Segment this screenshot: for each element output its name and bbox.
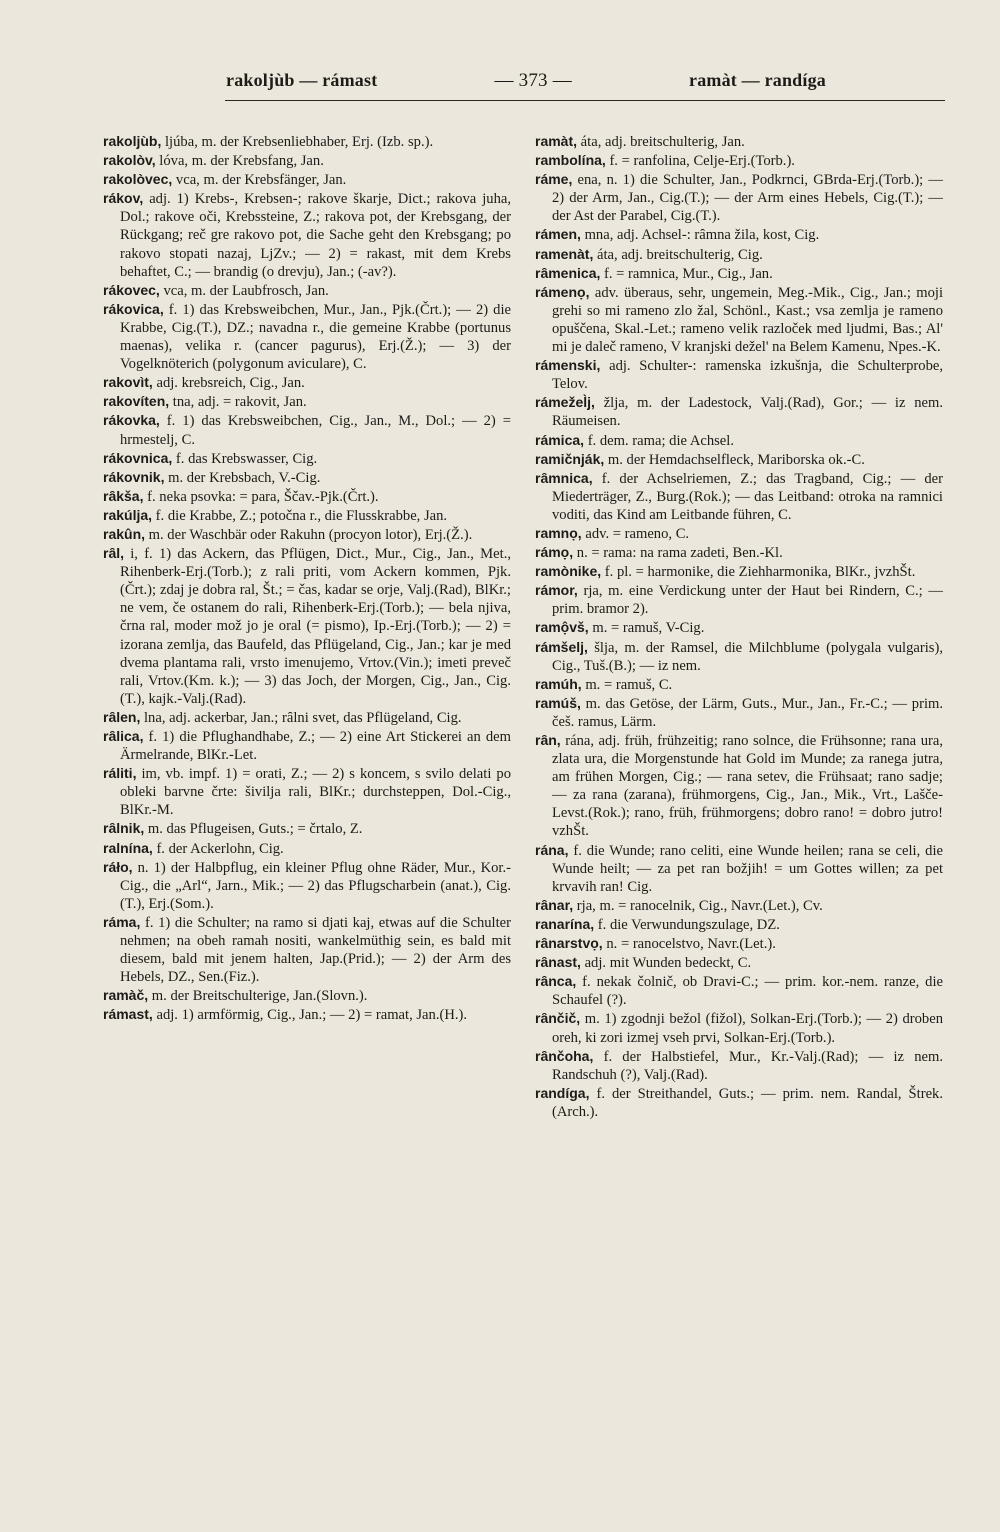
entry-headword: ramàt, <box>535 133 578 149</box>
dictionary-entry <box>535 469 943 524</box>
entry-headword: rȃnarstvọ, <box>535 935 603 952</box>
header-left-catchword: rakoljùb — rámast <box>226 70 378 90</box>
entry-headword: ramúš, <box>535 694 581 711</box>
entry-headword: rákovec, <box>103 281 160 298</box>
dictionary-entry <box>535 393 943 430</box>
entry-headword: rȃnca, <box>535 973 577 990</box>
entry-headword: rakolòvec, <box>103 171 173 188</box>
dictionary-entry <box>535 953 943 972</box>
dictionary-entry <box>103 281 511 300</box>
dictionary-entry <box>103 411 511 448</box>
dictionary-entry <box>103 373 511 392</box>
entry-headword: rákovica, <box>103 300 164 317</box>
entry-definition: f. die Verwundungszulage, DZ. <box>594 916 780 933</box>
entry-headword: rȃlica, <box>103 728 144 744</box>
entry-headword: rámenski, <box>535 357 601 374</box>
entry-headword: ráliti, <box>103 765 137 782</box>
entry-headword: rámica, <box>535 431 585 448</box>
dictionary-entry <box>535 915 943 934</box>
entry-definition: m. der Waschbär oder Rakuhn (procyon lotor), Erj.(Ž.). <box>145 526 473 543</box>
dictionary-entry <box>103 819 511 838</box>
entry-definition: n. = ranocelstvo, Navr.(Let.). <box>602 936 776 953</box>
entry-definition: mna, adj. Achsel-: rȃmna žila, kost, Cig. <box>580 227 820 244</box>
dictionary-entry <box>535 731 943 841</box>
dictionary-entry <box>535 170 943 225</box>
entry-headword: ranarína, <box>535 915 595 932</box>
page-number: — 373 — <box>494 70 572 91</box>
entry-headword: rȃmenica, <box>535 264 601 281</box>
entry-definition: f. die Wunde; rano celiti, eine Wunde heilen; rana se celi, die Wunde heilt; — za pet ran božjih! = um Gottes willen; za pet krvavih ran! Cig. <box>552 842 943 895</box>
entry-definition: m. = ramuš, V-Cig. <box>588 620 705 637</box>
dictionary-entry <box>103 449 511 468</box>
entry-headword: rȃnčoha, <box>535 1047 594 1064</box>
right-column <box>535 132 943 1121</box>
entry-definition: f. dem. rama; die Achsel. <box>584 432 734 449</box>
dictionary-entry <box>103 487 511 506</box>
entry-definition: adj. Schulter-: ramenska izkušnja, die Schulterprobe, Telov. <box>552 358 943 393</box>
dictionary-entry <box>535 431 943 450</box>
entry-headword: ramičnják, <box>535 450 605 467</box>
page-header <box>226 70 826 100</box>
entry-headword: rákovnica, <box>103 449 173 466</box>
dictionary-entry <box>103 727 511 764</box>
dictionary-entry <box>103 170 511 189</box>
entry-definition: rja, m. = ranocelnik, Cig., Navr.(Let.), Cv. <box>573 897 823 914</box>
entry-headword: ralnína, <box>103 839 153 856</box>
entry-headword: ramenàt, <box>535 245 594 262</box>
entry-definition: rána, adj. früh, frühzeitig; rano solnce, die Frühsonne; rana ura, zlata ura, die Morgenstunde hat Gold im Munde; za ranega jutra, am frühen Morgen, Cig.; — rana setev, die Frühsaat; rano sadje; — za rana (zarana), frühmorgens, Cig., Jan., Mik., Vrt., Lašče-Levst.(Rok.); rano, früh, frühmorgens; dobro rano! = dobro jutro! vzhŠt. <box>552 733 943 840</box>
header-rule <box>225 100 945 101</box>
entry-headword: rȃlnik, <box>103 820 145 837</box>
header-right-catchword: ramàt — randíga <box>689 70 826 90</box>
entry-definition: adj. 1) Krebs-, Krebsen-; rakove škarje, Dict.; rakova juha, Dol.; rakove oči, Krebssteine, Z.; rakova pot, der Krebsgang, der Rückgang; reč gre rakovo pot, die Sache geht den Krebsgang; po rakovo stopati nazaj, LjZv.; — 2) = rakast, mit dem Krebs behaftet, C.; — brandig (o drevju), Jan.; (-av?). <box>120 191 511 280</box>
dictionary-entry <box>535 581 943 618</box>
entry-headword: ramộvš, <box>535 619 589 636</box>
entry-headword: ráme, <box>535 171 573 188</box>
dictionary-entry <box>103 839 511 858</box>
entry-definition: lna, adj. ackerbar, Jan.; rȃlni svet, das Pflügeland, Cig. <box>140 709 462 726</box>
dictionary-entry <box>535 1047 943 1084</box>
entry-definition: vca, m. der Krebsfänger, Jan. <box>172 172 347 189</box>
entry-definition: áta, adj. breitschulterig, Cig. <box>593 246 763 263</box>
entry-definition: lóva, m. der Krebsfang, Jan. <box>155 153 324 170</box>
entry-definition: f. 1) die Pflughandhabe, Z.; — 2) eine Art Stickerei an dem Ärmelrande, BlKr.-Let. <box>120 729 511 764</box>
entry-definition: m. das Getöse, der Lärm, Guts., Mur., Jan., Fr.-C.; — prim. češ. ramus, Lärm. <box>552 695 943 730</box>
dictionary-entry <box>103 525 511 544</box>
entry-headword: ramàč, <box>103 987 149 1004</box>
entry-headword: rakûn, <box>103 525 146 542</box>
entry-definition: m. 1) zgodnji bežol (fižol), Solkan-Erj.(Torb.); — 2) droben oreh, ki zori izmej vseh prvi, Solkan-Erj.(Torb.). <box>552 1011 943 1046</box>
entry-headword: rȃl, <box>103 545 125 562</box>
entry-definition: f. der Ackerlohn, Cig. <box>152 840 284 857</box>
entry-definition: im, vb. impf. 1) = orati, Z.; — 2) s koncem, s svilo delati po obleki barvne črte: šivilja rali, BlKr.; durchsteppen, Dol.-Cig., BlKr.-M. <box>120 766 511 819</box>
entry-headword: ráma, <box>103 913 141 930</box>
dictionary-entry <box>103 858 511 913</box>
dictionary-entry <box>103 544 511 708</box>
dictionary-entry <box>103 708 511 727</box>
dictionary-entry <box>535 841 943 896</box>
dictionary-entry <box>103 913 511 986</box>
entry-headword: rȃnast, <box>535 954 581 971</box>
dictionary-entry <box>103 189 511 280</box>
entry-headword: rámast, <box>103 1006 153 1023</box>
dictionary-entry <box>535 264 943 283</box>
entry-definition: adj. mit Wunden bedeckt, C. <box>580 955 752 972</box>
entry-headword: ramúh, <box>535 675 582 692</box>
entry-headword: rakúlja, <box>103 506 153 523</box>
dictionary-entry <box>535 132 943 151</box>
entry-definition: f. = ramnica, Mur., Cig., Jan. <box>600 265 773 282</box>
entry-headword: rákovka, <box>103 412 160 429</box>
dictionary-entry <box>103 392 511 411</box>
entry-headword: rakoljùb, <box>103 133 162 149</box>
entry-definition: f. 1) das Krebsweibchen, Mur., Jan., Pjk.(Črt.); — 2) die Krabbe, Cig.(T.), DZ.; navadna r., die gemeine Krabbe (portunus maenas), velika r. (cancer pagurus), Erj.(Ž.); — 3) der Vogelknöterich (polygonum aviculare), C. <box>120 301 511 373</box>
dictionary-entry <box>535 450 943 469</box>
entry-headword: ramònike, <box>535 563 602 580</box>
entry-definition: f. der Halbstiefel, Mur., Kr.-Valj.(Rad); — iz nem. Randschuh (?), Valj.(Rad). <box>552 1048 943 1083</box>
entry-headword: rákov, <box>103 190 144 207</box>
entry-definition: ena, n. 1) die Schulter, Jan., Podkrnci, GBrda-Erj.(Torb.); — 2) der Arm, Jan., Cig.(T.); — der Arm eines Hebels, Cig.(T.); — der Ast der Parabel, Cig.(T.). <box>552 172 943 225</box>
dictionary-entry <box>535 694 943 731</box>
entry-definition: vca, m. der Laubfrosch, Jan. <box>159 282 329 299</box>
entry-headword: rakovìt, <box>103 374 153 391</box>
entry-headword: ráło, <box>103 858 133 875</box>
dictionary-entry <box>535 618 943 637</box>
entry-headword: rámen, <box>535 226 581 243</box>
entry-headword: rȃnčič, <box>535 1010 581 1027</box>
entry-definition: f. der Achselriemen, Z.; das Tragband, Cig.; — der Miederträger, Z., Burg.(Rok.); — das Leitband: otroka na ramnici voditi, das Kind am Leitbande führen, C. <box>552 470 943 523</box>
entry-definition: f. 1) das Krebsweibchen, Cig., Jan., M., Dol.; — 2) = hrmestelj, C. <box>120 413 511 448</box>
entry-headword: rámšelj, <box>535 638 588 655</box>
entry-definition: f. der Streithandel, Guts.; — prim. nem. Randal, Štrek.(Arch.). <box>552 1085 943 1120</box>
dictionary-entry <box>103 986 511 1005</box>
entry-headword: rȃkša, <box>103 487 144 504</box>
dictionary-entry <box>103 468 511 487</box>
dictionary-entry <box>535 225 943 244</box>
entry-definition: m. der Krebsbach, V.-Cig. <box>164 469 321 486</box>
entry-headword: rȃlen, <box>103 708 141 725</box>
entry-definition: ljúba, m. der Krebsenliebhaber, Erj. (Izb. sp.). <box>161 134 434 150</box>
entry-definition: f. = ranfolina, Celje-Erj.(Torb.). <box>605 153 795 170</box>
entry-definition: adj. 1) armförmig, Cig., Jan.; — 2) = ramat, Jan.(H.). <box>152 1007 468 1024</box>
dictionary-entry <box>535 245 943 264</box>
dictionary-entry <box>535 283 943 356</box>
entry-definition: f. pl. = harmonike, die Ziehharmonika, BlKr., jvzhŠt. <box>601 564 916 581</box>
dictionary-entry <box>535 1009 943 1046</box>
entry-definition: i, f. 1) das Ackern, das Pflügen, Dict., Mur., Cig., Jan., Met., Rihenberk-Erj.(Torb.); z rali priti, vom Ackern kommen, Pjk.(Črt.); zdaj je dobra ral, Št.; = čas, kadar se orje, Valj.(Rad), BlKr.; ne vem, če ostanem do rali, Rihenberk-Erj.(Torb.); — bela njiva, črna ral, moder mož jo je oral (= pismo), Ip.-Erj.(Torb.); — 2) = izorana zemlja, das Baufeld, das Pflügeland, Cig., Jan.; kar je med dvema plantama rali, vrsto imenujemo, Vrtov.(Vin.); imeti preveč rali, Vrtov.(Km. k.); — 3) das Joch, der Morgen, Cig., Jan., Cig.(T.), kajk.-Valj.(Rad). <box>120 546 511 707</box>
entry-headword: rambolína, <box>535 152 606 169</box>
entry-definition: šlja, m. der Ramsel, die Milchblume (polygala vulgaris), Cig., Tuš.(B.); — iz nem. <box>552 639 943 674</box>
dictionary-entry <box>103 506 511 525</box>
entry-headword: rȃn, <box>535 732 561 748</box>
entry-headword: rámežel̀j, <box>535 394 595 411</box>
dictionary-entry <box>535 356 943 393</box>
entry-headword: rámor, <box>535 582 578 599</box>
entry-definition: adv. = rameno, C. <box>581 525 690 542</box>
entry-headword: rȃmnica, <box>535 469 593 486</box>
entry-definition: áta, adj. breitschulterig, Jan. <box>577 134 745 150</box>
entry-headword: rána, <box>535 841 569 858</box>
entry-definition: n. = rama: na rama zadeti, Ben.-Kl. <box>573 545 783 562</box>
entry-headword: randíga, <box>535 1084 590 1101</box>
dictionary-entry <box>535 934 943 953</box>
dictionary-entry <box>535 543 943 562</box>
entry-headword: rȃnar, <box>535 896 574 913</box>
entry-definition: rja, m. eine Verdickung unter der Haut bei Rindern, C.; — prim. bramor 2). <box>552 583 943 618</box>
entry-definition: žlja, m. der Ladestock, Valj.(Rad), Gor.; — iz nem. Räumeisen. <box>552 395 943 430</box>
dictionary-entry <box>103 300 511 373</box>
entry-definition: adv. überaus, sehr, ungemein, Meg.-Mik., Cig., Jan.; moji grehi so mi rameno zlo žal, Schönl., Kast.; vsa zemlja je rameno opuščena, Skal.-Let.; rameno velik razloček med ljudmi, Bas.; Al' mi je dalеč rameno, V kranjski dežel' na Belem Kamenu, Npes.-K. <box>552 284 943 356</box>
entry-definition: f. das Krebswasser, Cig. <box>172 450 318 467</box>
entry-definition: m. der Breitschulterige, Jan.(Slovn.). <box>148 988 368 1005</box>
entry-definition: f. die Krabbe, Z.; potočna r., die Flusskrabbe, Jan. <box>152 507 448 524</box>
entry-definition: m. = ramuš, C. <box>581 676 673 693</box>
entry-definition: m. der Hemdachselfleck, Mariborska ok.-C. <box>604 451 865 468</box>
dictionary-entry <box>103 764 511 819</box>
left-column <box>103 132 511 1025</box>
entry-definition: f. nekak čolnič, ob Dravi-C.; — prim. kor.-nem. ranze, die Schaufel (?). <box>552 974 943 1009</box>
entry-definition: adj. krebsreich, Cig., Jan. <box>152 375 305 392</box>
entry-definition: m. das Pflugeisen, Guts.; = črtalo, Z. <box>144 821 363 838</box>
entry-definition: f. neka psovka: = para, Ščav.-Pjk.(Črt.). <box>143 488 379 505</box>
entry-headword: ramnọ, <box>535 524 582 541</box>
dictionary-entry <box>535 675 943 694</box>
entry-definition: f. 1) die Schulter; na ramo si djati kaj, etwas auf die Schulter nehmen; na obeh ramah nositi, wankelmüthig sein, es bald mit diesem, bald mit jenem halten, Jap.(Prid.); — 2) der Arm des Hebels, DZ., Sen.(Fiz.). <box>120 914 511 986</box>
dictionary-entry <box>103 1005 511 1024</box>
entry-headword: rámọ, <box>535 544 574 561</box>
dictionary-entry <box>103 151 511 170</box>
dictionary-entry <box>535 151 943 170</box>
dictionary-entry <box>103 132 511 151</box>
entry-headword: rakovíten, <box>103 393 170 410</box>
dictionary-entry <box>535 638 943 675</box>
dictionary-entry <box>535 896 943 915</box>
entry-definition: tna, adj. = rakovit, Jan. <box>169 394 307 411</box>
dictionary-entry <box>535 524 943 543</box>
entry-definition: n. 1) der Halbpflug, ein kleiner Pflug ohne Räder, Mur., Kor.-Cig., die „Arl“, Jarn., Mik.; — 2) das Pflugscharbein (anat.), Cig.(T.), Erj.(Som.). <box>120 859 511 912</box>
entry-headword: rámenọ, <box>535 283 590 300</box>
entry-headword: rákovnik, <box>103 468 165 485</box>
dictionary-entry <box>535 972 943 1009</box>
dictionary-entry <box>535 1084 943 1121</box>
entry-headword: rakolòv, <box>103 152 156 169</box>
dictionary-entry <box>535 562 943 581</box>
